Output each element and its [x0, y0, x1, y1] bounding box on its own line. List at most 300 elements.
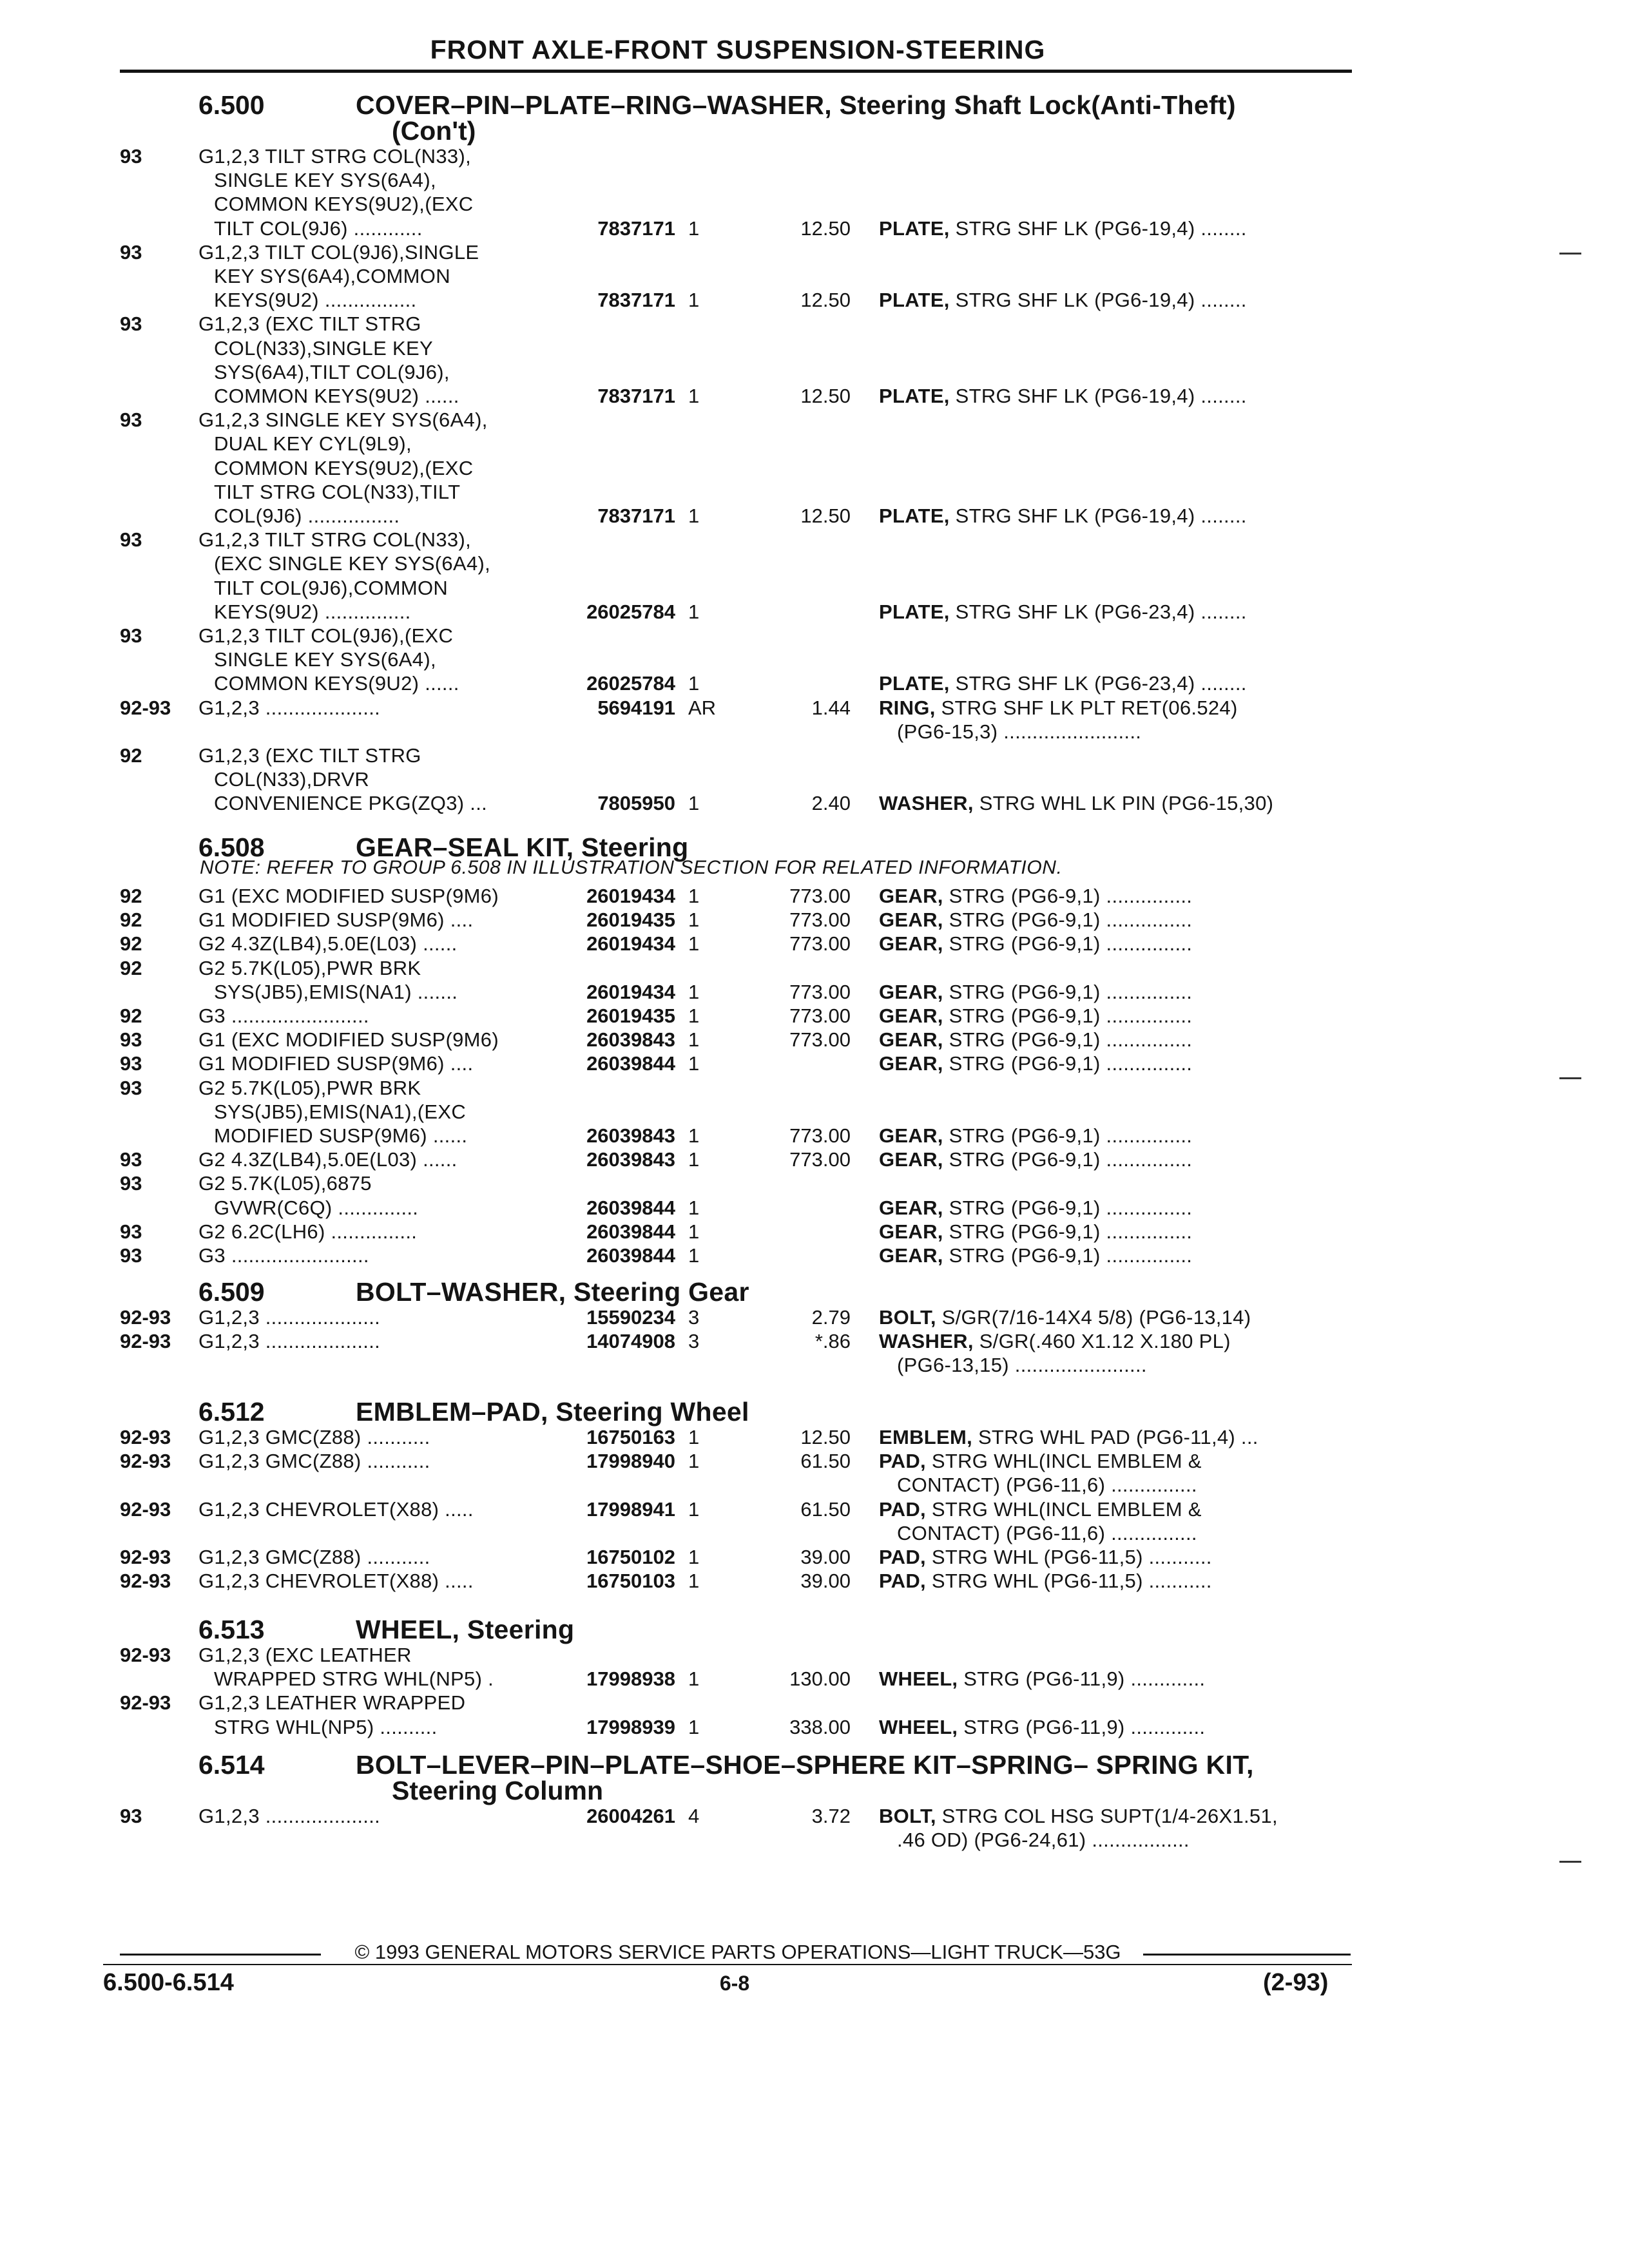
- part-name: GEAR,: [879, 980, 943, 1003]
- model-year: 92-93: [120, 1330, 171, 1353]
- quantity: 1: [688, 216, 700, 240]
- footer-copyright: © 1993 GENERAL MOTORS SERVICE PARTS OPERATIONS—LIGHT TRUCK—53G: [354, 1941, 1121, 1963]
- application-text: COL(N33),SINGLE KEY: [214, 336, 433, 360]
- part-description: WASHER, STRG WHL LK PIN (PG6-15,30): [879, 792, 1274, 815]
- parts-entry-line: [0, 1100, 1629, 1124]
- quantity: 1: [688, 980, 700, 1003]
- quantity: AR: [688, 696, 717, 719]
- price: 61.50: [800, 1450, 851, 1473]
- application-text: G1 MODIFIED SUSP(9M6) ....: [198, 1052, 474, 1075]
- model-year: 93: [120, 240, 142, 264]
- parts-entry-line: [0, 336, 1629, 361]
- part-description: GEAR, STRG (PG6-9,1) ...............: [879, 908, 1193, 932]
- model-year: 92-93: [120, 1570, 171, 1593]
- part-number: 14074908: [586, 1330, 675, 1353]
- application-text: G1,2,3 ....................: [198, 1805, 381, 1827]
- part-number: 15590234: [586, 1306, 675, 1329]
- application-text: G1,2,3 LEATHER WRAPPED: [198, 1691, 466, 1715]
- quantity: 1: [688, 1196, 700, 1219]
- quantity: 1: [688, 1426, 700, 1448]
- application-text: G1,2,3 GMC(Z88) ...........: [198, 1426, 430, 1448]
- part-description: CONTACT) (PG6-11,6) ...............: [897, 1474, 1197, 1497]
- model-year: 92-93: [120, 1306, 171, 1329]
- parts-entry-line: [0, 1425, 1629, 1450]
- model-year: 92-93: [120, 1691, 171, 1715]
- parts-entry-line: [0, 360, 1629, 385]
- parts-entry-line: [0, 384, 1629, 408]
- application-text: G2 5.7K(L05),PWR BRK: [198, 1076, 421, 1099]
- section-title-continued: (Con't): [392, 116, 476, 146]
- application-text: G1 (EXC MODIFIED SUSP(9M6): [198, 1028, 499, 1052]
- price: 773.00: [789, 1124, 851, 1147]
- part-name: GEAR,: [879, 1196, 943, 1219]
- application-text: COMMON KEYS(9U2),(EXC: [214, 193, 474, 216]
- price: 12.50: [800, 289, 851, 312]
- application-text: G1,2,3 ....................: [198, 696, 381, 719]
- part-description: PAD, STRG WHL(INCL EMBLEM &: [879, 1450, 1202, 1473]
- application-text: G1,2,3 ....................: [198, 1306, 381, 1329]
- parts-entry-line: [0, 1196, 1629, 1220]
- quantity: 1: [688, 1570, 700, 1593]
- section-title: EMBLEM–PAD, Steering Wheel: [356, 1397, 749, 1427]
- application-text: G2 4.3Z(LB4),5.0E(L03) ......: [198, 932, 458, 956]
- part-name: PLATE,: [879, 289, 950, 312]
- application-text: G3 ........................: [198, 1244, 369, 1267]
- part-name: WASHER,: [879, 1330, 974, 1353]
- part-name: GEAR,: [879, 1244, 943, 1267]
- price: 773.00: [789, 1028, 851, 1052]
- part-name: GEAR,: [879, 1148, 943, 1171]
- application-text: STRG WHL(NP5) ..........: [214, 1715, 438, 1738]
- parts-entry-line: [0, 980, 1629, 1004]
- part-number: 7805950: [597, 792, 675, 815]
- part-number: 26019434: [586, 932, 675, 956]
- application-text: G1,2,3 SINGLE KEY SYS(6A4),: [198, 408, 488, 432]
- parts-entry-line: [0, 1220, 1629, 1244]
- price: 773.00: [789, 932, 851, 956]
- part-description: PAD, STRG WHL (PG6-11,5) ...........: [879, 1570, 1212, 1593]
- parts-entry-line: [0, 1329, 1629, 1354]
- price: 12.50: [800, 505, 851, 527]
- section-number: 6.512: [198, 1397, 265, 1427]
- parts-entry-line: [0, 1171, 1629, 1196]
- parts-entry-line: [0, 312, 1629, 336]
- part-description: PAD, STRG WHL (PG6-11,5) ...........: [879, 1546, 1212, 1568]
- parts-entry-line: [0, 648, 1629, 672]
- parts-entry-line: [0, 1305, 1629, 1330]
- parts-entry-line: [0, 240, 1629, 265]
- parts-entry-line: [0, 1449, 1629, 1474]
- part-number: 7837171: [597, 505, 675, 527]
- part-number: 26039843: [586, 1124, 675, 1147]
- part-number: 26025784: [586, 672, 675, 695]
- part-number: 26039843: [586, 1148, 675, 1171]
- part-description: GEAR, STRG (PG6-9,1) ...............: [879, 1196, 1193, 1219]
- section-title: GEAR–SEAL KIT, Steering: [356, 832, 689, 862]
- application-text: G1,2,3 TILT COL(9J6),SINGLE: [198, 240, 479, 264]
- model-year: 93: [120, 1028, 142, 1052]
- part-number: 26004261: [586, 1805, 675, 1827]
- section-title: COVER–PIN–PLATE–RING–WASHER, Steering Shaft Lock(Anti-Theft): [356, 90, 1236, 120]
- parts-entry-line: [0, 1076, 1629, 1100]
- part-description: GEAR, STRG (PG6-9,1) ...............: [879, 1244, 1193, 1267]
- quantity: 1: [688, 289, 700, 312]
- application-text: GVWR(C6Q) ..............: [214, 1196, 419, 1219]
- part-number: 17998939: [586, 1715, 675, 1738]
- quantity: 1: [688, 672, 700, 695]
- quantity: 1: [688, 885, 700, 907]
- application-text: G2 4.3Z(LB4),5.0E(L03) ......: [198, 1148, 458, 1171]
- model-year: 92-93: [120, 696, 171, 719]
- part-number: 26019435: [586, 908, 675, 932]
- quantity: 1: [688, 505, 700, 527]
- part-description: GEAR, STRG (PG6-9,1) ...............: [879, 932, 1193, 956]
- part-name: GEAR,: [879, 1220, 943, 1243]
- part-number: 5694191: [597, 696, 675, 719]
- parts-entry-line: [0, 1052, 1629, 1076]
- section-number: 6.509: [198, 1277, 265, 1307]
- model-year: 93: [120, 1220, 142, 1243]
- section-title: WHEEL, Steering: [356, 1615, 575, 1644]
- parts-entry-line: [0, 1828, 1629, 1852]
- application-text: SYS(6A4),TILT COL(9J6),: [214, 360, 450, 383]
- application-text: SINGLE KEY SYS(6A4),: [214, 169, 436, 192]
- quantity: 1: [688, 1220, 700, 1243]
- part-number: 26039843: [586, 1028, 675, 1052]
- application-text: G1,2,3 GMC(Z88) ...........: [198, 1546, 430, 1568]
- model-year: 92-93: [120, 1644, 171, 1666]
- price: 773.00: [789, 1004, 851, 1027]
- part-number: 17998940: [586, 1450, 675, 1473]
- part-description: GEAR, STRG (PG6-9,1) ...............: [879, 1148, 1193, 1171]
- price: 12.50: [800, 385, 851, 407]
- application-text: MODIFIED SUSP(9M6) ......: [214, 1124, 468, 1147]
- part-name: PAD,: [879, 1450, 926, 1473]
- application-text: G1,2,3 (EXC TILT STRG: [198, 312, 421, 336]
- part-description: WHEEL, STRG (PG6-11,9) .............: [879, 1715, 1206, 1738]
- parts-entry-line: [0, 216, 1629, 241]
- part-description: .46 OD) (PG6-24,61) .................: [897, 1829, 1190, 1852]
- model-year: 92: [120, 908, 142, 932]
- part-name: GEAR,: [879, 1028, 943, 1052]
- price: 773.00: [789, 1148, 851, 1171]
- application-text: SYS(JB5),EMIS(NA1) .......: [214, 980, 458, 1003]
- part-number: 26019435: [586, 1004, 675, 1027]
- model-year: 92-93: [120, 1546, 171, 1568]
- model-year: 93: [120, 1244, 142, 1267]
- part-name: WASHER,: [879, 792, 974, 815]
- part-number: 26019434: [586, 885, 675, 907]
- parts-entry-line: [0, 932, 1629, 956]
- quantity: 1: [688, 600, 700, 623]
- parts-entry-line: [0, 696, 1629, 720]
- parts-entry-line: [0, 1569, 1629, 1593]
- part-description: PLATE, STRG SHF LK (PG6-19,4) ........: [879, 289, 1247, 312]
- section-title: BOLT–WASHER, Steering Gear: [356, 1277, 749, 1307]
- parts-entry-line: [0, 480, 1629, 505]
- application-text: COL(N33),DRVR: [214, 768, 370, 791]
- part-description: BOLT, S/GR(7/16-14X4 5/8) (PG6-13,14): [879, 1306, 1251, 1329]
- parts-entry-line: [0, 576, 1629, 601]
- part-description: PLATE, STRG SHF LK (PG6-19,4) ........: [879, 505, 1247, 527]
- parts-entry-line: [0, 432, 1629, 456]
- part-number: 7837171: [597, 216, 675, 240]
- application-text: CONVENIENCE PKG(ZQ3) ...: [214, 792, 488, 815]
- parts-entry-line: [0, 1643, 1629, 1667]
- part-name: PLATE,: [879, 600, 950, 623]
- part-name: PAD,: [879, 1497, 926, 1521]
- model-year: 93: [120, 1076, 142, 1099]
- model-year: 92: [120, 885, 142, 907]
- price: 39.00: [800, 1570, 851, 1593]
- model-year: 93: [120, 1805, 142, 1827]
- application-text: SYS(JB5),EMIS(NA1),(EXC: [214, 1100, 467, 1123]
- footer-revision-date: (2-93): [1263, 1969, 1329, 1996]
- quantity: 1: [688, 1497, 700, 1521]
- model-year: 92-93: [120, 1497, 171, 1521]
- application-text: G1,2,3 ....................: [198, 1330, 381, 1353]
- part-description: GEAR, STRG (PG6-9,1) ...............: [879, 1052, 1193, 1075]
- application-text: G1,2,3 TILT COL(9J6),(EXC: [198, 624, 454, 647]
- application-text: TILT COL(9J6),COMMON: [214, 576, 448, 599]
- part-number: 16750103: [586, 1570, 675, 1593]
- parts-entry-line: [0, 456, 1629, 481]
- parts-entry-line: [0, 791, 1629, 816]
- model-year: 92: [120, 956, 142, 979]
- parts-entry-line: [0, 144, 1629, 169]
- parts-entry-line: [0, 1028, 1629, 1052]
- parts-entry-line: [0, 671, 1629, 696]
- parts-entry-line: [0, 956, 1629, 981]
- parts-entry-line: [0, 528, 1629, 552]
- quantity: 1: [688, 1124, 700, 1147]
- margin-mark: [1559, 253, 1581, 255]
- margin-mark: [1559, 1077, 1581, 1079]
- part-description: PLATE, STRG SHF LK (PG6-19,4) ........: [879, 385, 1247, 407]
- application-text: G1,2,3 (EXC LEATHER: [198, 1644, 412, 1666]
- part-name: PLATE,: [879, 672, 950, 695]
- part-description: GEAR, STRG (PG6-9,1) ...............: [879, 1124, 1193, 1147]
- section-note: NOTE: REFER TO GROUP 6.508 IN ILLUSTRATION SECTION FOR RELATED INFORMATION.: [200, 857, 1063, 878]
- part-description: GEAR, STRG (PG6-9,1) ...............: [879, 885, 1193, 907]
- part-number: 17998941: [586, 1497, 675, 1521]
- application-text: (EXC SINGLE KEY SYS(6A4),: [214, 552, 491, 575]
- parts-entry-line: [0, 1545, 1629, 1570]
- parts-entry-line: [0, 884, 1629, 908]
- model-year: 93: [120, 145, 142, 168]
- quantity: 1: [688, 908, 700, 932]
- part-description: PAD, STRG WHL(INCL EMBLEM &: [879, 1497, 1202, 1521]
- parts-entry-line: [0, 600, 1629, 624]
- section-number: 6.513: [198, 1615, 265, 1644]
- model-year: 92-93: [120, 1450, 171, 1473]
- quantity: 1: [688, 1004, 700, 1027]
- application-text: G1,2,3 TILT STRG COL(N33),: [198, 145, 471, 168]
- price: 61.50: [800, 1497, 851, 1521]
- quantity: 1: [688, 1148, 700, 1171]
- price: 2.40: [811, 792, 851, 815]
- part-description: (PG6-15,3) ........................: [897, 720, 1142, 743]
- part-name: BOLT,: [879, 1306, 936, 1329]
- quantity: 1: [688, 1715, 700, 1738]
- model-year: 93: [120, 1148, 142, 1171]
- price: 338.00: [789, 1715, 851, 1738]
- parts-entry-line: [0, 1667, 1629, 1691]
- parts-entry-line: [0, 1244, 1629, 1268]
- part-number: 16750102: [586, 1546, 675, 1568]
- parts-entry-line: [0, 552, 1629, 576]
- price: 1.44: [811, 696, 851, 719]
- parts-entry-line: [0, 744, 1629, 768]
- part-description: CONTACT) (PG6-11,6) ...............: [897, 1521, 1197, 1544]
- quantity: 1: [688, 1546, 700, 1568]
- part-number: 26039844: [586, 1196, 675, 1219]
- quantity: 1: [688, 1667, 700, 1691]
- section-number: 6.514: [198, 1750, 265, 1780]
- part-name: PLATE,: [879, 505, 950, 527]
- part-name: PLATE,: [879, 385, 950, 407]
- application-text: G3 ........................: [198, 1004, 369, 1027]
- parts-entry-line: [0, 624, 1629, 648]
- parts-entry-line: [0, 1124, 1629, 1148]
- part-number: 26025784: [586, 600, 675, 623]
- section-number: 6.500: [198, 90, 265, 120]
- part-number: 7837171: [597, 289, 675, 312]
- application-text: TILT COL(9J6) ............: [214, 216, 423, 240]
- part-number: 26019434: [586, 980, 675, 1003]
- parts-entry-line: [0, 1148, 1629, 1172]
- parts-entry-line: [0, 1353, 1629, 1378]
- part-name: GEAR,: [879, 1004, 943, 1027]
- part-name: GEAR,: [879, 908, 943, 932]
- parts-entry-line: [0, 1004, 1629, 1028]
- part-description: EMBLEM, STRG WHL PAD (PG6-11,4) ...: [879, 1426, 1258, 1448]
- parts-entry-line: [0, 1715, 1629, 1740]
- quantity: 1: [688, 1028, 700, 1052]
- price: 773.00: [789, 908, 851, 932]
- part-number: 17998938: [586, 1667, 675, 1691]
- price: 130.00: [789, 1667, 851, 1691]
- section-title-continued: Steering Column: [392, 1776, 604, 1805]
- application-text: WRAPPED STRG WHL(NP5) .: [214, 1667, 494, 1691]
- parts-entry-line: [0, 264, 1629, 289]
- price: 12.50: [800, 1426, 851, 1448]
- part-description: PLATE, STRG SHF LK (PG6-19,4) ........: [879, 216, 1247, 240]
- part-description: WHEEL, STRG (PG6-11,9) .............: [879, 1667, 1206, 1691]
- part-description: GEAR, STRG (PG6-9,1) ...............: [879, 1004, 1193, 1027]
- parts-entry-line: [0, 1497, 1629, 1522]
- part-description: PLATE, STRG SHF LK (PG6-23,4) ........: [879, 672, 1247, 695]
- application-text: COL(9J6) ................: [214, 505, 400, 527]
- application-text: SINGLE KEY SYS(6A4),: [214, 648, 436, 671]
- part-number: 26039844: [586, 1220, 675, 1243]
- application-text: G1 MODIFIED SUSP(9M6) ....: [198, 908, 474, 932]
- page-title: FRONT AXLE-FRONT SUSPENSION-STEERING: [430, 35, 1046, 64]
- part-number: 7837171: [597, 385, 675, 407]
- part-name: GEAR,: [879, 1052, 943, 1075]
- application-text: TILT STRG COL(N33),TILT: [214, 480, 461, 503]
- footer-rule-right: [1143, 1954, 1351, 1956]
- part-number: 16750163: [586, 1426, 675, 1448]
- application-text: G1,2,3 CHEVROLET(X88) .....: [198, 1570, 474, 1593]
- part-description: GEAR, STRG (PG6-9,1) ...............: [879, 1028, 1193, 1052]
- model-year: 92: [120, 1004, 142, 1027]
- parts-entry-line: [0, 408, 1629, 432]
- part-description: BOLT, STRG COL HSG SUPT(1/4-26X1.51,: [879, 1805, 1278, 1827]
- application-text: G1,2,3 TILT STRG COL(N33),: [198, 528, 471, 552]
- part-description: PLATE, STRG SHF LK (PG6-23,4) ........: [879, 600, 1247, 623]
- parts-entry-line: [0, 168, 1629, 193]
- price: 12.50: [800, 216, 851, 240]
- parts-entry-line: [0, 1804, 1629, 1829]
- model-year: 93: [120, 624, 142, 647]
- model-year: 93: [120, 1052, 142, 1075]
- application-text: G1,2,3 GMC(Z88) ...........: [198, 1450, 430, 1473]
- parts-entry-line: [0, 908, 1629, 932]
- part-name: GEAR,: [879, 932, 943, 956]
- application-text: G1,2,3 CHEVROLET(X88) .....: [198, 1497, 474, 1521]
- price: 3.72: [811, 1805, 851, 1827]
- part-description: WASHER, S/GR(.460 X1.12 X.180 PL): [879, 1330, 1231, 1353]
- margin-mark: [1559, 1861, 1581, 1863]
- footer-rule-left: [120, 1954, 321, 1956]
- price: 2.79: [811, 1306, 851, 1329]
- model-year: 93: [120, 528, 142, 552]
- application-text: COMMON KEYS(9U2),(EXC: [214, 456, 474, 479]
- application-text: G1,2,3 (EXC TILT STRG: [198, 744, 421, 767]
- model-year: 93: [120, 1172, 142, 1195]
- parts-entry-line: [0, 192, 1629, 216]
- section-number: 6.508: [198, 832, 265, 862]
- part-description: RING, STRG SHF LK PLT RET(06.524): [879, 696, 1238, 719]
- footer-group-range: 6.500-6.514: [103, 1969, 234, 1996]
- parts-entry-line: [0, 288, 1629, 312]
- application-text: COMMON KEYS(9U2) ......: [214, 672, 459, 695]
- quantity: 1: [688, 932, 700, 956]
- footer-rule-bottom: [103, 1964, 1352, 1965]
- price: *.86: [815, 1330, 851, 1353]
- price: 39.00: [800, 1546, 851, 1568]
- part-description: (PG6-13,15) .......................: [897, 1354, 1147, 1377]
- application-text: G1 (EXC MODIFIED SUSP(9M6): [198, 885, 499, 907]
- application-text: G2 6.2C(LH6) ...............: [198, 1220, 418, 1243]
- parts-entry-line: [0, 767, 1629, 792]
- part-name: WHEEL,: [879, 1667, 958, 1691]
- parts-entry-line: [0, 720, 1629, 744]
- model-year: 93: [120, 408, 142, 432]
- part-name: BOLT,: [879, 1805, 936, 1827]
- part-description: GEAR, STRG (PG6-9,1) ...............: [879, 1220, 1193, 1243]
- part-number: 26039844: [586, 1244, 675, 1267]
- model-year: 93: [120, 312, 142, 336]
- part-name: GEAR,: [879, 1124, 943, 1147]
- parts-entry-line: [0, 1691, 1629, 1715]
- quantity: 1: [688, 1052, 700, 1075]
- application-text: COMMON KEYS(9U2) ......: [214, 385, 459, 407]
- parts-entry-line: [0, 1473, 1629, 1497]
- model-year: 92: [120, 932, 142, 956]
- header-rule: [120, 70, 1352, 73]
- application-text: KEYS(9U2) ................: [214, 289, 417, 312]
- part-name: EMBLEM,: [879, 1426, 973, 1448]
- quantity: 1: [688, 1450, 700, 1473]
- part-number: 26039844: [586, 1052, 675, 1075]
- quantity: 1: [688, 1244, 700, 1267]
- part-description: GEAR, STRG (PG6-9,1) ...............: [879, 980, 1193, 1003]
- application-text: KEY SYS(6A4),COMMON: [214, 265, 450, 287]
- quantity: 3: [688, 1330, 700, 1353]
- footer-page-number: 6-8: [719, 1972, 750, 1995]
